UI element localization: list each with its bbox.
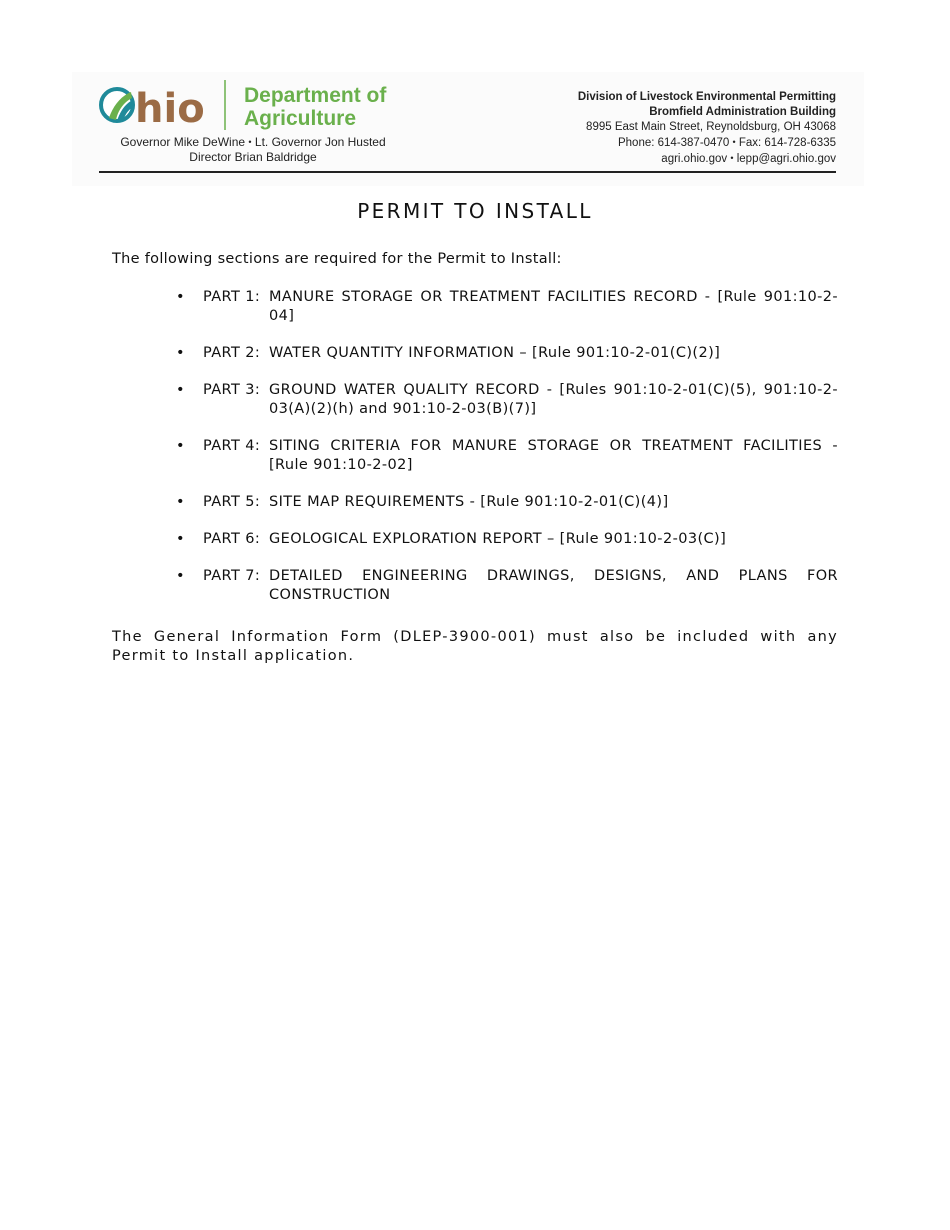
bullet-icon: • (176, 568, 185, 584)
list-item (175, 344, 838, 363)
part-description: GROUND WATER QUALITY RECORD - [Rules 901:10-2-01(C)(5), 901:10-2-03(A)(2)(h) and 901:10-2-03(B)(7)] (269, 382, 838, 417)
part-label: PART 4: (203, 438, 261, 454)
bullet-icon: • (176, 494, 185, 510)
part-label: PART 3: (203, 382, 261, 398)
part-description: SITING CRITERIA FOR MANURE STORAGE OR TREATMENT FACILITIES - [Rule 901:10-2-02] (269, 438, 838, 473)
street-address: 8995 East Main Street, Reynoldsburg, OH 43068 (586, 121, 836, 133)
list-item (175, 288, 838, 326)
department-line-1: Department of (244, 84, 387, 107)
part-description: MANURE STORAGE OR TREATMENT FACILITIES RECORD - [Rule 901:10-2-04] (269, 289, 838, 324)
building-name: Bromfield Administration Building (649, 106, 836, 118)
ohio-wordmark: hio (135, 86, 205, 132)
officials-block (100, 135, 406, 165)
list-item (175, 437, 838, 475)
ohio-department-of-agriculture-logo (99, 78, 409, 136)
intro-paragraph: The following sections are required for the Permit to Install: (112, 251, 562, 267)
division-name: Division of Livestock Environmental Permitting (577, 91, 836, 103)
governor-name: Governor Mike DeWine (120, 135, 246, 149)
director-name: Director Brian Baldridge (189, 150, 317, 164)
phone-number: Phone: 614-387-0470 (617, 137, 730, 149)
separator-dot: • (730, 153, 734, 163)
bullet-icon: • (176, 531, 185, 547)
bullet-icon: • (176, 345, 185, 361)
list-item (175, 567, 838, 605)
part-description: GEOLOGICAL EXPLORATION REPORT – [Rule 901:10-2-03(C)] (269, 531, 727, 547)
website-link[interactable]: agri.ohio.gov (661, 153, 728, 165)
contact-block (436, 90, 836, 167)
separator-dot: • (732, 137, 736, 147)
list-item (175, 530, 838, 549)
letterhead (72, 72, 864, 186)
part-label: PART 2: (203, 345, 261, 361)
general-information-note: The General Information Form (DLEP-3900-001) must also be included with any Permit to Install application. (112, 629, 838, 664)
part-label: PART 5: (203, 494, 261, 510)
part-label: PART 7: (203, 568, 261, 584)
ohio-field-emblem-icon (101, 89, 133, 122)
list-item (175, 493, 838, 512)
required-parts-list (175, 288, 838, 623)
department-line-2: Agriculture (244, 107, 357, 130)
list-item (175, 381, 838, 419)
page-title: PERMIT TO INSTALL (357, 199, 593, 223)
fax-number: Fax: 614-728-6335 (738, 137, 836, 149)
part-label: PART 1: (203, 289, 261, 305)
bullet-icon: • (176, 438, 185, 454)
bullet-icon: • (176, 289, 185, 305)
email-link[interactable]: lepp@agri.ohio.gov (736, 153, 836, 165)
bullet-icon: • (176, 382, 185, 398)
header-divider (99, 171, 836, 173)
lt-governor-name: Lt. Governor Jon Husted (254, 135, 386, 149)
part-description: DETAILED ENGINEERING DRAWINGS, DESIGNS, AND PLANS FOR CONSTRUCTION (269, 568, 838, 603)
part-description: SITE MAP REQUIREMENTS - [Rule 901:10-2-01(C)(4)] (269, 494, 669, 510)
part-label: PART 6: (203, 531, 261, 547)
part-description: WATER QUANTITY INFORMATION – [Rule 901:10-2-01(C)(2)] (269, 345, 721, 361)
separator-dot: • (248, 137, 252, 147)
